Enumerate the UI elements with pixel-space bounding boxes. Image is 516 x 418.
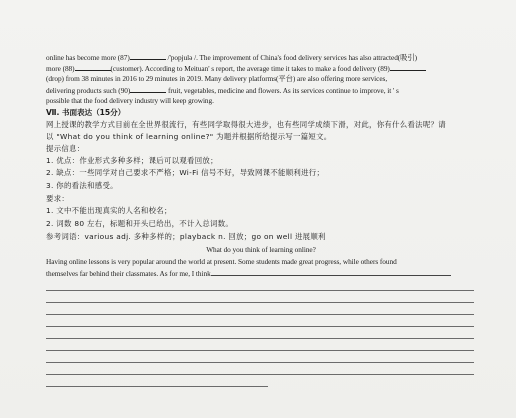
essay-answer-line[interactable] bbox=[46, 362, 474, 363]
passage-line-1 bbox=[46, 52, 476, 63]
passage-text: (customer). According to Meituan' s report, the average time it takes to make a food delivery (89) bbox=[110, 64, 390, 73]
essay-answer-line[interactable] bbox=[46, 338, 474, 339]
requirement-2: 2. 词数 80 左右，标题和开头已给出，不计入总词数。 bbox=[46, 219, 234, 228]
passage-line-3: (drop) from 38 minutes in 2016 to 29 minutes in 2019. Many delivery platforms(平台) are also offering more services, bbox=[46, 74, 388, 83]
essay-answer-line[interactable] bbox=[46, 314, 474, 315]
passage-text: fruit, vegetables, medicine and flowers. As its services continue to improve, it ' s bbox=[166, 86, 399, 95]
passage-line-2 bbox=[46, 63, 476, 74]
blank-87[interactable] bbox=[130, 52, 166, 60]
passage-text: delivering products such (90) bbox=[46, 86, 131, 95]
passage-line-4 bbox=[46, 85, 476, 96]
hint-2: 2. 缺点：一些同学对自己要求不严格；Wi-Fi 信号不好，导致网课不能顺利进行； bbox=[46, 168, 325, 177]
blank-89[interactable] bbox=[390, 63, 426, 71]
essay-answer-line[interactable] bbox=[46, 302, 474, 303]
hint-1: 1. 优点：作业形式多种多样；课后可以观看回放； bbox=[46, 156, 218, 165]
essay-title: What do you think of learning online? bbox=[206, 245, 316, 254]
writing-prompt-line-1: 网上授课的教学方式目前在全世界很流行，有些同学取得很大进步，也有些同学成绩下滑，对此，你有什么看法呢？请 bbox=[46, 120, 446, 129]
essay-answer-line[interactable] bbox=[46, 374, 474, 375]
hints-title: 提示信息： bbox=[46, 144, 85, 153]
essay-answer-line-last[interactable] bbox=[46, 386, 268, 387]
vocabulary-hint: 参考词语：various adj. 多种多样的；playback n. 回放；go on well 进展顺利 bbox=[46, 232, 326, 241]
passage-text: online has become more (87) bbox=[46, 53, 130, 62]
writing-section-title: Ⅶ. 书面表达（15分） bbox=[46, 108, 126, 117]
hint-3: 3. 你的看法和感受。 bbox=[46, 181, 118, 190]
essay-opening-line-2 bbox=[46, 268, 476, 279]
blank-88[interactable] bbox=[75, 63, 111, 71]
essay-answer-line[interactable] bbox=[46, 290, 474, 291]
essay-answer-line[interactable] bbox=[46, 350, 474, 351]
passage-text: more (88) bbox=[46, 64, 75, 73]
blank-90[interactable] bbox=[130, 85, 166, 93]
requirement-1: 1. 文中不能出现真实的人名和校名； bbox=[46, 206, 172, 215]
essay-opening-line-1: Having online lessons is very popular around the world at present. Some students made great progress, while others found bbox=[46, 257, 397, 266]
passage-text: /'popjulə /. The improvement of China's food delivery services has also attracted(吸引) bbox=[165, 53, 418, 62]
essay-answer-line[interactable] bbox=[46, 326, 474, 327]
essay-opening-text: themselves far behind their classmates. As for me, I think bbox=[46, 269, 211, 278]
writing-prompt-line-2: 以 "What do you think of learning online?" 为题并根据所给提示写一篇短文。 bbox=[46, 132, 332, 141]
requirements-title: 要求： bbox=[46, 194, 70, 203]
passage-line-5: possible that the food delivery industry will keep growing. bbox=[46, 96, 214, 105]
essay-answer-line-start[interactable] bbox=[211, 268, 451, 276]
